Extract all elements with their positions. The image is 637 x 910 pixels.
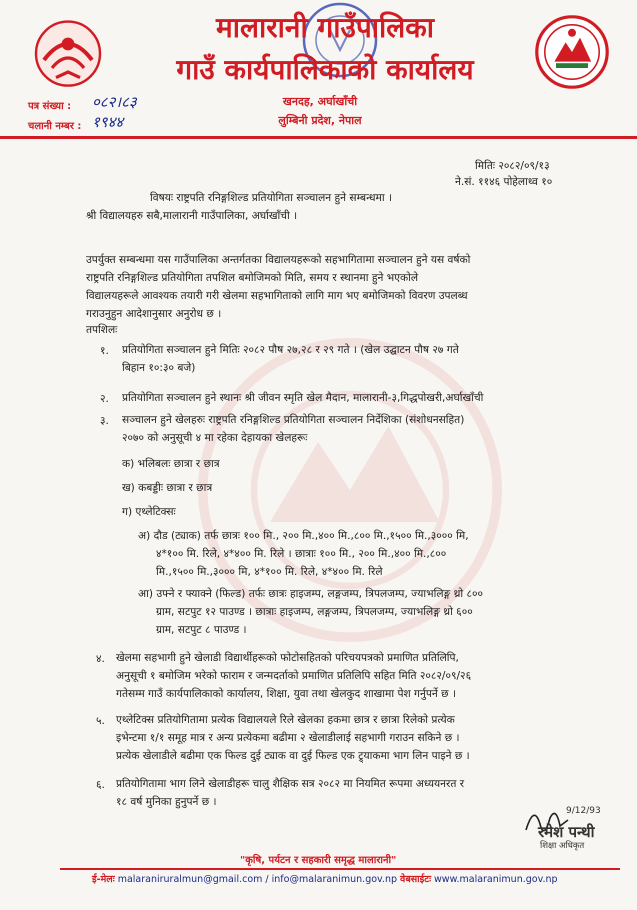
signatory-name: रमेश पन्थी [538, 823, 595, 841]
intro-line: गराउनुहुन आदेशानुसार अनुरोध छ । [86, 308, 222, 320]
item-4-line1: खेलमा सहभागी हुने खेलाडी विद्यार्थीहरूको फोटोसहितको परिचयपत्रको प्रमाणित प्रतिलिपि, [116, 652, 459, 664]
footer-slogan: "कृषि, पर्यटन र सहकारी समृद्ध मालारानी" [240, 855, 397, 866]
item-5-line3: प्रत्येक खेलाडीले बढीमा एक फिल्ड दुई ट्याक वा दुई फिल्ड एक ट्र्याकमा भाग लिन पाइने छ । [116, 750, 470, 762]
item-3-aa-line1: आ) उफ्ने र फ्याक्ने (फिल्ड) तर्फः छात्रः हाइजम्प, लङ्गजम्प, त्रिपलजम्प, ज्याभलिङ्ग थ्रो ८०० [138, 588, 483, 600]
item-1-line2: बिहान १०:३० बजे) [122, 362, 196, 374]
intro-line: उपर्युक्त सम्बन्धमा यस गाउँपालिका अन्तर्गतका विद्यालयहरूको सहभागितामा सञ्चालन हुने यस वर्षको [86, 254, 471, 266]
item-3-ka: क) भलिबलः छात्रा र छात्र [122, 458, 220, 470]
item-number: १. [100, 345, 109, 357]
item-number: ६. [96, 779, 105, 791]
subject-line: विषयः राष्ट्रपति रनिङ्गशिल्ड प्रतियोगिता सञ्चालन हुने सम्बन्धमा । [150, 192, 392, 204]
header-divider [0, 136, 637, 139]
item-3-a-line2: ४*१०० मि. रिले, ४*४०० मि. रिले । छात्राः १०० मि., २०० मि.,४०० मि.,८०० [156, 548, 447, 560]
item-4-line2: अनुसूची १ बमोजिम भरेको फाराम र जन्मदर्ताको प्रमाणित प्रतिलिपि सहित मिति २०८२/०९/२६ [116, 670, 472, 682]
tapasil-heading: तपशिलः [86, 324, 118, 336]
patra-value: ०८२।८३ [92, 93, 137, 111]
item-3-kha: ख) कबड्डीः छात्रा र छात्र [122, 482, 213, 494]
item-3-line2: २०७० को अनुसूची ४ मा रहेका देहायका खेलहरूः [122, 432, 308, 444]
email-value[interactable]: malaraniruralmun@gmail.com / info@malaranimun.gov.np [117, 874, 397, 885]
signatory-title: शिक्षा अधिकृत [540, 841, 585, 851]
website-label: वेबसाईटः [400, 874, 431, 885]
item-3-line1: सञ्चालन हुने खेलहरुः राष्ट्रपति रनिङ्गशिल्ड प्रतियोगिता सञ्चालन निर्देशिका (संशोधनसहित) [122, 414, 465, 426]
date-miti: मितिः २०८२/०९/१३ [475, 160, 550, 172]
website-value[interactable]: www.malaranimun.gov.np [434, 874, 558, 885]
item-number: ३. [100, 415, 109, 427]
nepal-emblem-icon [28, 12, 108, 92]
item-3-a-line3: मि.,१५०० मि.,३००० मि, ४*१०० मि. रिले, ४*४०० मि. रिले [156, 566, 383, 578]
date-nepal-sambat: ने.सं. ११४६ पोहेलाथ्व १० [455, 176, 553, 188]
item-6-line2: १८ वर्ष मुनिका हुनुपर्ने छ । [116, 796, 217, 808]
item-1-line1: प्रतियोगिता सञ्चालन हुने मितिः २०८२ पौष २७,२८ र २९ गते । (खेल उद्घाटन पौष २७ गते [122, 344, 459, 356]
item-2-line1: प्रतियोगिता सञ्चालन हुने स्थानः श्री जीवन स्मृति खेल मैदान, मालारानी-३,गिद्धपोखरी,अर्घाखाँची [122, 392, 484, 404]
item-3-aa-line3: ग्राम, सटपुट ८ पाउण्ड । [156, 624, 247, 636]
office-title-line1: मालारानी गाउँपालिका [216, 11, 434, 44]
recipient-line: श्री विद्यालयहरु सबै,मालारानी गाउँपालिका, अर्घाखाँची । [86, 210, 298, 222]
intro-line: विद्यालयहरूले आवश्यक तयारी गरी खेलमा सहभागिताको लागि माग भए बमोजिमको विवरण उपलब्ध [86, 290, 468, 302]
chalani-value: १९४४ [92, 113, 124, 131]
patra-label: पत्र संख्या : [28, 101, 72, 112]
item-number: ५. [96, 715, 105, 727]
item-4-line3: गतेसम्म गाउँ कार्यपालिकाको कार्यालय, शिक्षा, युवा तथा खेलकुद शाखामा पेश गर्नुपर्ने छ । [116, 688, 456, 700]
item-5-line2: इभेन्टमा १/१ समूह मात्र र अन्य प्रत्येकमा बढीमा २ खेलाडीलाई सहभागी गराउन सकिने छ । [116, 732, 460, 744]
item-3-a-line1: अ) दौड (ट्याक) तर्फ छात्रः १०० मि., २०० मि.,४०० मि.,८०० मि.,१५०० मि.,३००० मि, [138, 530, 469, 542]
chalani-label: चलानी नम्बर : [28, 121, 82, 132]
item-5-line1: एथ्लेटिक्स प्रतियोगितामा प्रत्येक विद्यालयले रिले खेलका हकमा छात्र र छात्रा रिलेको प्रत्येक [116, 714, 455, 726]
item-3-ga: ग) एथ्लेटिक्सः [122, 506, 176, 518]
item-6-line1: प्रतियोगितामा भाग लिने खेलाडीहरू चालु शैक्षिक सत्र २०८२ मा नियमित रूपमा अध्ययनरत र [116, 778, 465, 790]
watermark-emblem [190, 330, 510, 650]
intro-line: राष्ट्रपति रनिङ्गशिल्ड प्रतियोगिता तपशिल बमोजिमको मिति, समय र स्थानमा हुने भएकोले [86, 272, 419, 284]
email-label: ई-मेलः [92, 874, 115, 885]
office-address-line2: लुम्बिनी प्रदेश, नेपाल [278, 114, 362, 127]
item-3-aa-line2: ग्राम, सटपुट १२ पाउण्ड । छात्राः हाइजम्प, लङ्गजम्प, त्रिपलजम्प, ज्याभलिङ्ग थ्रो ६०० [156, 606, 473, 618]
item-number: २. [100, 393, 109, 405]
item-number: ४. [96, 653, 105, 665]
footer-divider [60, 868, 620, 870]
municipality-logo-icon [532, 12, 612, 92]
office-title-line2: गाउँ कार्यपालिकाको कार्यालय [176, 53, 474, 86]
footer-contact [92, 872, 558, 885]
office-address-line1: खनदह, अर्घाखाँची [282, 95, 358, 108]
signature-date: 9/12/93 [566, 806, 601, 816]
